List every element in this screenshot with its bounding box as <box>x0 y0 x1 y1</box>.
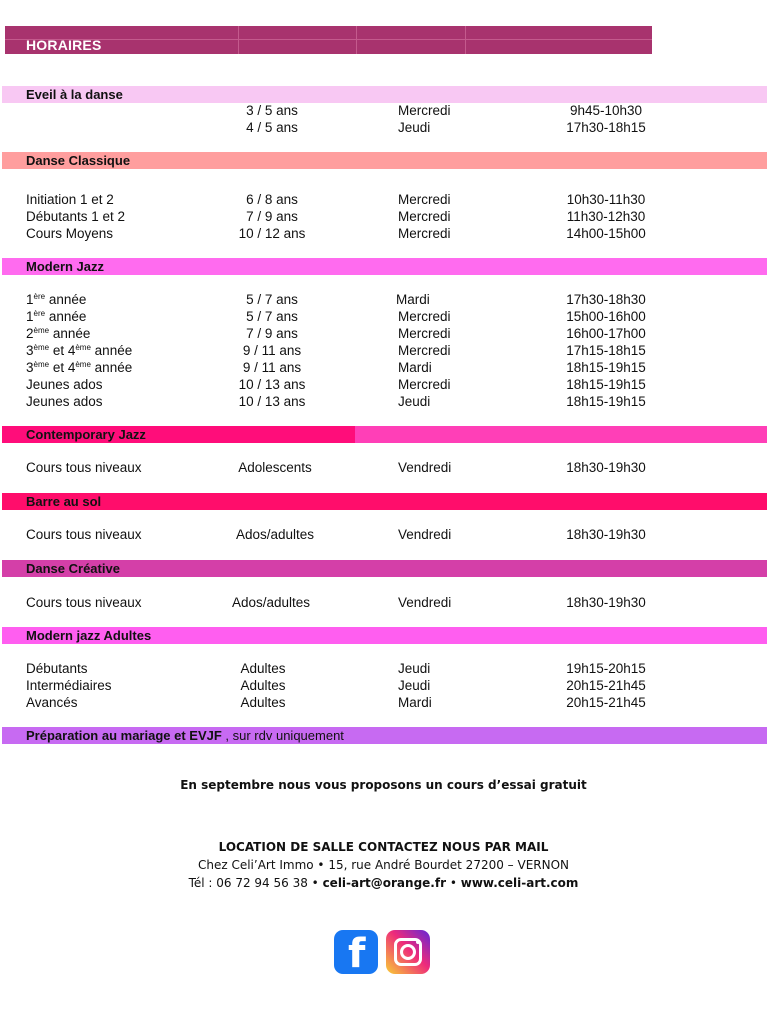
section-title-creative: Danse Créative <box>26 561 120 576</box>
age: 7 / 9 ans <box>246 326 298 341</box>
age: 5 / 7 ans <box>246 292 298 307</box>
day: Jeudi <box>398 678 431 693</box>
rental-title: LOCATION DE SALLE CONTACTEZ NOUS PAR MAIL <box>218 840 549 854</box>
day: Mercredi <box>398 343 451 358</box>
age: Adultes <box>240 661 286 676</box>
course-name: Avancés <box>26 695 78 710</box>
age: 10 / 13 ans <box>238 394 306 409</box>
schedule-row <box>0 102 767 119</box>
time: 9h45-10h30 <box>569 103 643 118</box>
time: 19h15-20h15 <box>566 661 646 676</box>
course-name: Débutants <box>26 661 88 676</box>
course-name: Jeunes ados <box>26 377 103 392</box>
facebook-letter: f <box>348 931 366 977</box>
schedule-row <box>0 594 767 611</box>
level-word: année <box>90 343 133 358</box>
section-title-contemporary: Contemporary Jazz <box>26 427 146 442</box>
age: Adultes <box>240 695 286 710</box>
schedule-row <box>0 342 767 359</box>
section-title-barre: Barre au sol <box>26 494 102 509</box>
age: 5 / 7 ans <box>246 309 298 324</box>
separator: • <box>446 876 461 890</box>
header-band <box>5 26 652 54</box>
day: Mercredi <box>398 209 451 224</box>
level-number: 3 <box>26 360 34 375</box>
schedule-row <box>0 677 767 694</box>
time: 18h30-19h30 <box>566 460 646 475</box>
section-title-classique: Danse Classique <box>26 153 131 168</box>
course-name: Cours tous niveaux <box>26 595 142 610</box>
level-number: 1 <box>26 309 34 324</box>
age: 7 / 9 ans <box>246 209 298 224</box>
course-name <box>26 359 132 376</box>
time: 18h30-19h30 <box>566 595 646 610</box>
section-title-adultes: Modern jazz Adultes <box>26 628 152 643</box>
course-name: Cours tous niveaux <box>26 527 142 542</box>
level-word: année <box>45 309 87 324</box>
day: Mardi <box>398 360 432 375</box>
instagram-icon[interactable] <box>386 930 430 974</box>
time: 17h15-18h15 <box>566 343 646 358</box>
schedule-row <box>0 308 767 325</box>
time: 14h00-15h00 <box>566 226 646 241</box>
age: 10 / 13 ans <box>238 377 306 392</box>
level-number: 1 <box>26 292 34 307</box>
day: Mercredi <box>398 103 451 118</box>
day: Mercredi <box>398 226 451 241</box>
day: Vendredi <box>398 527 452 542</box>
level-number: 2 <box>26 326 34 341</box>
section-title-modern-jazz: Modern Jazz <box>26 259 105 274</box>
course-name <box>26 308 86 325</box>
instagram-dot <box>416 940 420 944</box>
header-grid-line <box>356 26 357 54</box>
age: Ados/adultes <box>231 595 311 610</box>
schedule-row <box>0 325 767 342</box>
ordinal-suffix: ème <box>75 343 91 352</box>
day: Mardi <box>398 695 432 710</box>
course-name <box>26 291 86 308</box>
age: 9 / 11 ans <box>242 343 302 358</box>
time: 18h15-19h15 <box>566 394 646 409</box>
trial-notice: En septembre nous vous proposons un cours d’essai gratuit <box>180 778 587 792</box>
level-word: année <box>49 326 91 341</box>
ordinal-suffix: ème <box>33 343 50 352</box>
age: 6 / 8 ans <box>246 192 298 207</box>
time: 18h30-19h30 <box>566 527 646 542</box>
contact-line <box>0 876 767 890</box>
schedule-row <box>0 119 767 136</box>
course-name <box>26 342 132 359</box>
time: 10h30-11h30 <box>566 192 646 207</box>
schedule-row <box>0 376 767 393</box>
course-name: Intermédiaires <box>26 678 112 693</box>
ordinal-suffix: ème <box>33 326 50 335</box>
day: Jeudi <box>398 120 431 135</box>
level-number: 3 <box>26 343 34 358</box>
age: Adolescents <box>238 460 312 475</box>
schedule-row <box>0 208 767 225</box>
age: 4 / 5 ans <box>246 120 298 135</box>
schedule-row <box>0 526 767 543</box>
phone: Tél : 06 72 94 56 38 • <box>188 876 323 890</box>
schedule-row <box>0 225 767 242</box>
instagram-lens <box>400 944 416 960</box>
time: 20h15-21h45 <box>566 695 646 710</box>
section-title-mariage <box>26 727 344 744</box>
facebook-icon[interactable] <box>334 930 378 977</box>
course-name: Initiation 1 et 2 <box>26 192 114 207</box>
ordinal-suffix: ème <box>33 360 50 369</box>
age: 10 / 12 ans <box>238 226 306 241</box>
email-link[interactable]: celi-art@orange.fr <box>322 876 447 890</box>
course-name: Cours tous niveaux <box>26 460 142 475</box>
ordinal-suffix: ème <box>75 360 91 369</box>
course-name: Cours Moyens <box>26 226 114 241</box>
time: 18h15-19h15 <box>566 377 646 392</box>
time: 20h15-21h45 <box>566 678 646 693</box>
address: Chez Celi’Art Immo • 15, rue André Bourdet 27200 – VERNON <box>197 858 570 872</box>
day: Vendredi <box>398 595 452 610</box>
page-title: HORAIRES <box>26 37 102 53</box>
course-name: Jeunes ados <box>26 394 103 409</box>
time: 17h30-18h15 <box>566 120 646 135</box>
time: 11h30-12h30 <box>566 209 646 224</box>
section-band-barre <box>2 493 767 510</box>
day: Mercredi <box>398 326 451 341</box>
time: 18h15-19h15 <box>566 360 646 375</box>
ordinal-suffix: ère <box>33 292 46 301</box>
ordinal-suffix: ère <box>33 309 46 318</box>
schedule-row <box>0 191 767 208</box>
section-title-eveil: Eveil à la danse <box>26 87 123 102</box>
level-word: année <box>45 292 87 307</box>
day: Vendredi <box>398 460 452 475</box>
header-grid-line <box>5 39 652 40</box>
header-grid-line <box>238 26 239 54</box>
time: 17h30-18h30 <box>566 292 646 307</box>
day: Mardi <box>396 292 430 307</box>
day: Jeudi <box>398 394 431 409</box>
level-joiner: et 4 <box>49 343 76 358</box>
section-band-modern-jazz <box>2 258 767 275</box>
header-grid-line <box>465 26 466 54</box>
mariage-title: Préparation au mariage et EVJF <box>26 728 222 743</box>
course-name <box>26 325 90 342</box>
time: 16h00-17h00 <box>566 326 646 341</box>
schedule-row <box>0 459 767 476</box>
age: 3 / 5 ans <box>246 103 298 118</box>
age: 9 / 11 ans <box>242 360 302 375</box>
schedule-row <box>0 291 767 308</box>
schedule-row <box>0 393 767 410</box>
website-link[interactable]: www.celi-art.com <box>460 876 579 890</box>
course-name: Débutants 1 et 2 <box>26 209 126 224</box>
time: 15h00-16h00 <box>566 309 646 324</box>
schedule-row <box>0 694 767 711</box>
schedule-row <box>0 660 767 677</box>
level-word: année <box>90 360 133 375</box>
day: Mercredi <box>398 377 451 392</box>
day: Mercredi <box>398 309 451 324</box>
schedule-row <box>0 359 767 376</box>
day: Jeudi <box>398 661 431 676</box>
mariage-note: , sur rdv uniquement <box>221 728 344 743</box>
age: Adultes <box>240 678 286 693</box>
age: Ados/adultes <box>235 527 315 542</box>
day: Mercredi <box>398 192 451 207</box>
level-joiner: et 4 <box>49 360 76 375</box>
